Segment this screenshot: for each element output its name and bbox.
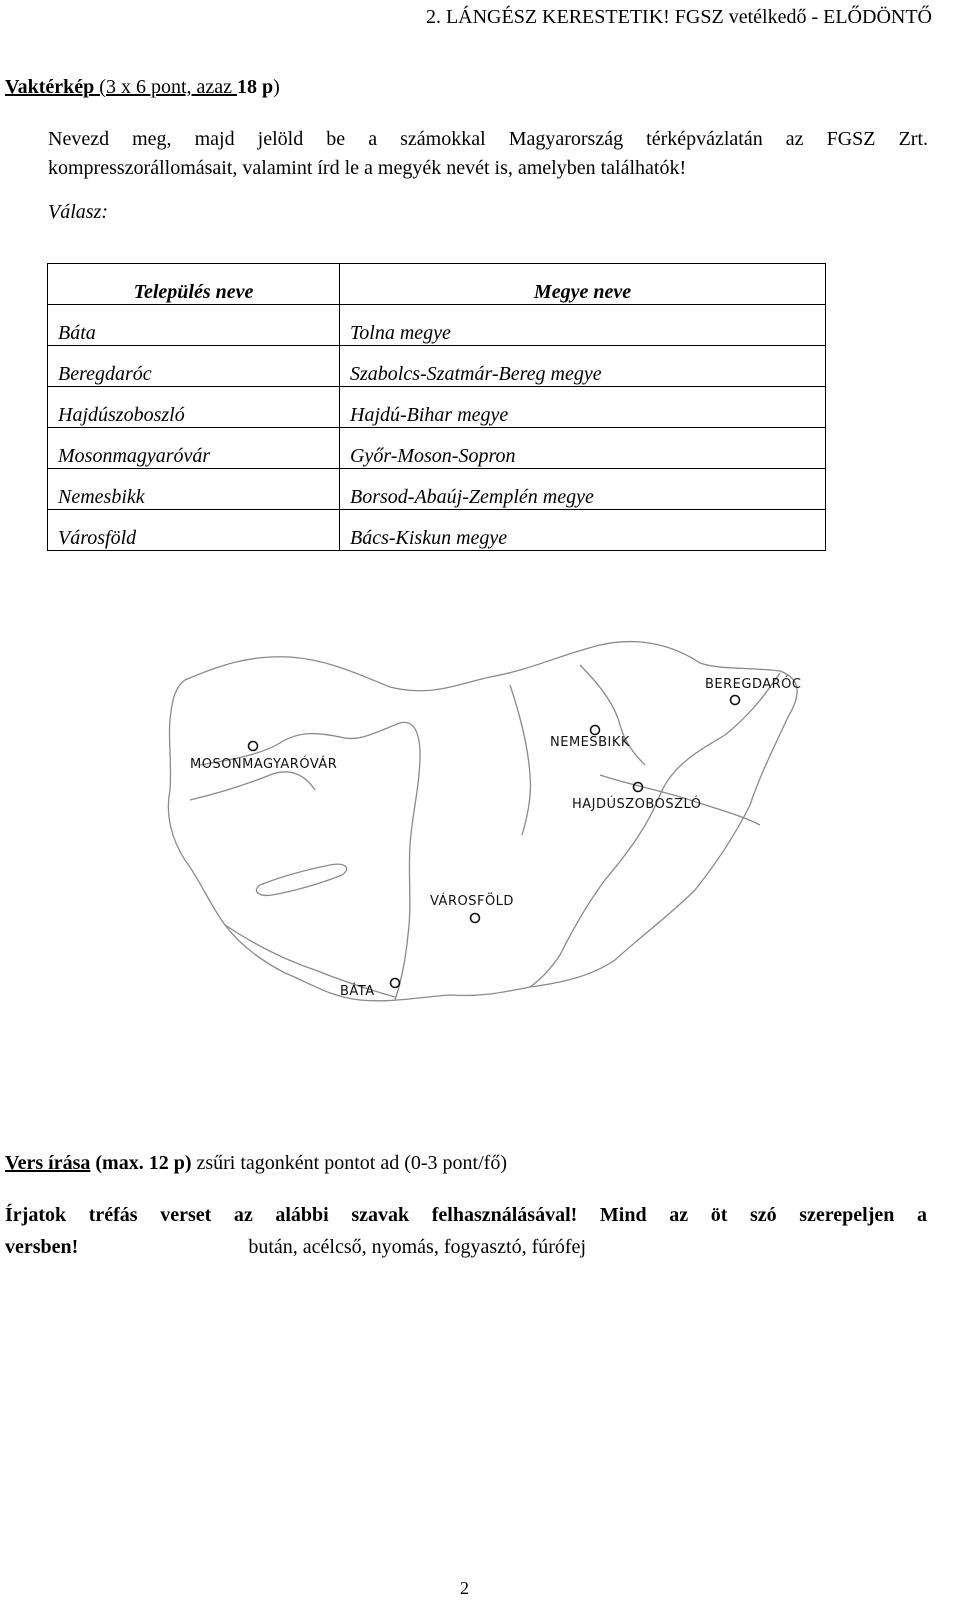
instruction-line-2: kompresszorállomásait, valamint írd le a megyék nevét is, amelyben találhatók! (48, 157, 687, 179)
county-cell: Borsod-Abaúj-Zemplén megye (340, 469, 826, 510)
county-cell: Tolna megye (340, 305, 826, 346)
station-marker-mosonmagyarovar (249, 742, 258, 751)
table-header-row (48, 264, 826, 305)
settlement-cell: Báta (48, 305, 340, 346)
points-value: 18 p (237, 76, 274, 98)
task-line-2-text: versben! (5, 1236, 79, 1258)
settlement-cell: Hajdúszoboszló (48, 387, 340, 428)
station-marker-nemesbikk (591, 726, 600, 735)
station-marker-varosfold (471, 914, 480, 923)
points-description: zsűri tagonként pontot ad (0-3 pont/fő) (191, 1152, 507, 1174)
map-label-bata: BÁTA (340, 984, 375, 999)
column-header-county: Megye neve (340, 264, 826, 305)
settlement-cell: Beregdaróc (48, 346, 340, 387)
river-tisza (530, 673, 780, 987)
section-title: Vaktérkép (5, 76, 95, 98)
map-label-varosfold: VÁROSFÖLD (430, 894, 514, 909)
station-markers (249, 696, 740, 988)
river-zagyva (510, 685, 531, 835)
settlement-cell: Nemesbikk (48, 469, 340, 510)
column-header-settlement: Település neve (48, 264, 340, 305)
table-row (48, 469, 826, 510)
points-text-a: (3 x 6 pont, azaz (94, 76, 238, 98)
section-title: Vers írása (5, 1152, 91, 1174)
instruction-line-1: Nevezd meg, majd jelöld be a számokkal Magyarország térképvázlatán az FGSZ Zrt. (48, 128, 928, 150)
answer-label: Válasz: (48, 201, 108, 223)
page-header: 2. LÁNGÉSZ KERESTETIK! FGSZ vetélkedő - ELŐDÖNTŐ (425, 6, 932, 28)
county-cell: Szabolcs-Szatmár-Bereg megye (340, 346, 826, 387)
table-row (48, 305, 826, 346)
map-label-nemesbikk: NEMESBIKK (550, 735, 630, 750)
section-title-vers (5, 1152, 507, 1175)
county-cell: Hajdú-Bihar megye (340, 387, 826, 428)
station-marker-bata (391, 979, 400, 988)
task-line-1: Írjatok tréfás verset az alábbi szavak felhasználásával! Mind az öt szó szerepeljen a (5, 1204, 927, 1226)
table-row (48, 510, 826, 551)
settlement-cell: Mosonmagyaróvár (48, 428, 340, 469)
page-number: 2 (460, 1578, 469, 1598)
station-marker-beregdaroc (731, 696, 740, 705)
points-text-c: ) (273, 76, 280, 98)
section-title-vakterkep (5, 76, 280, 99)
river-raba (190, 772, 315, 800)
answer-table (47, 263, 826, 551)
max-points: (max. 12 p) (90, 1152, 192, 1174)
settlement-cell: Városföld (48, 510, 340, 551)
river-sajo (580, 665, 645, 765)
hungary-sketch-map (60, 625, 880, 1075)
map-label-hajduszoboszlo: HAJDÚSZOBOSZLÓ (572, 797, 702, 812)
county-cell: Bács-Kiskun megye (340, 510, 826, 551)
table-row (48, 346, 826, 387)
table-row (48, 387, 826, 428)
table-row (48, 428, 826, 469)
task-line-2 (5, 1236, 586, 1259)
lake-balaton (256, 864, 346, 895)
map-label-beregdaroc: BEREGDARÓC (705, 677, 802, 692)
word-list: bután, acélcső, nyomás, fogyasztó, fúrófej (248, 1236, 586, 1258)
map-label-mosonmagyarovar: MOSONMAGYARÓVÁR (190, 757, 338, 772)
county-cell: Győr-Moson-Sopron (340, 428, 826, 469)
